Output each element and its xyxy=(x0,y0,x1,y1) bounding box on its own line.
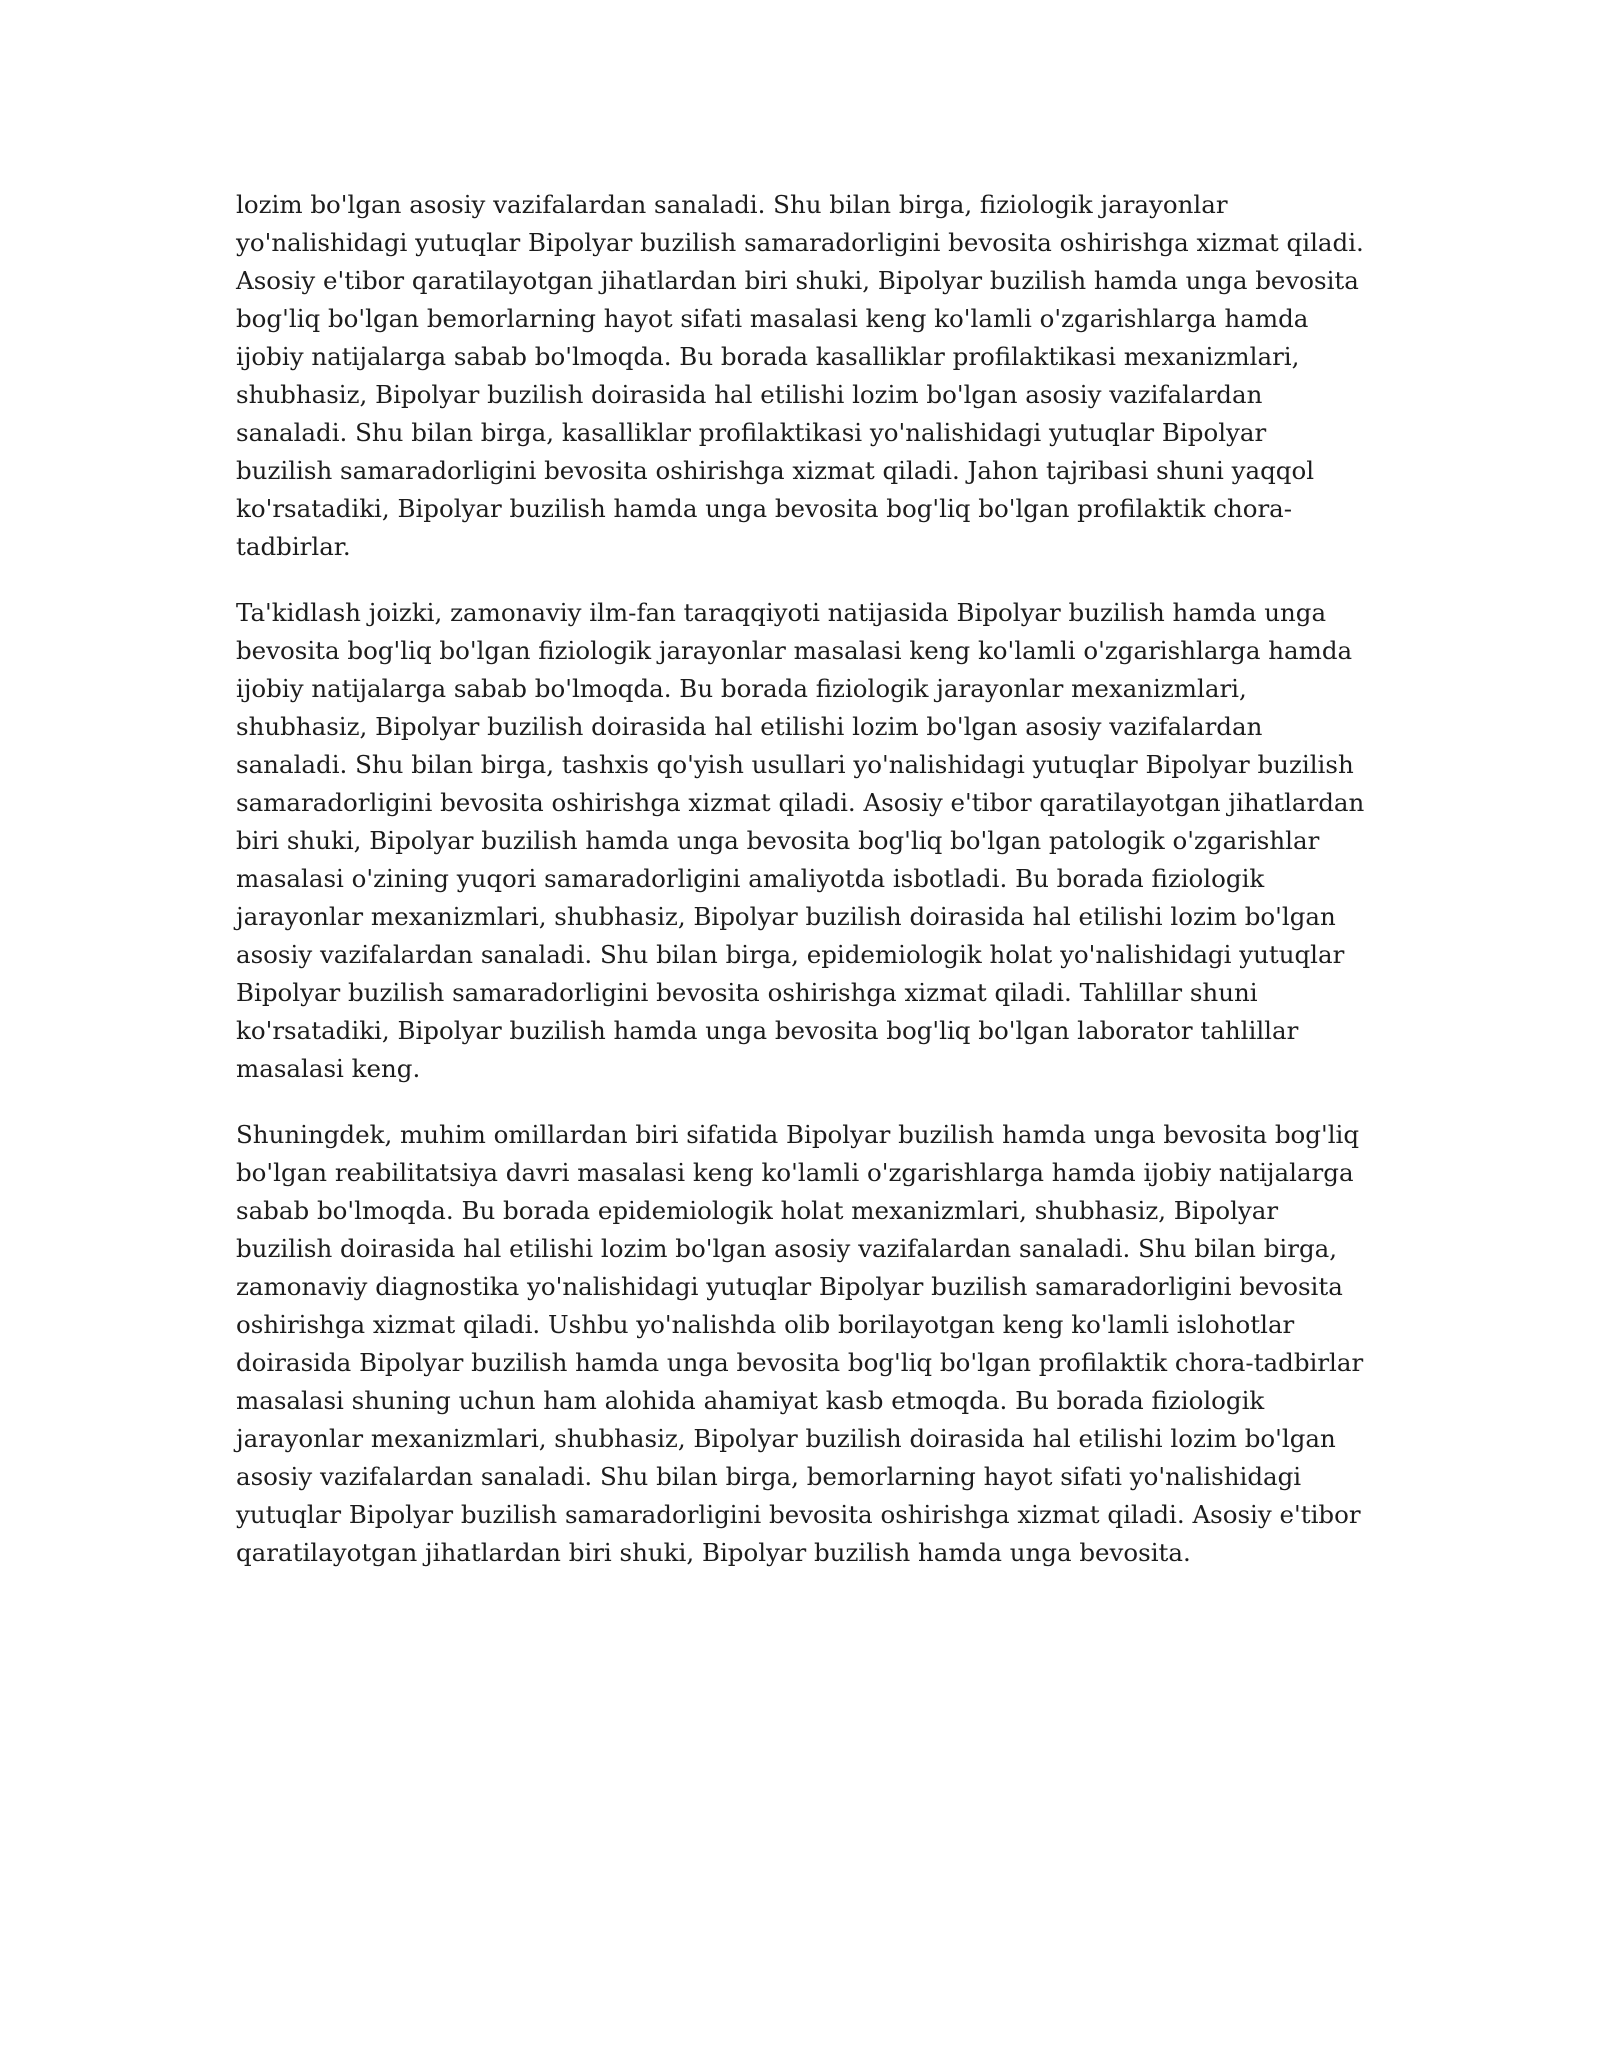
paragraph-1: lozim bo'lgan asosiy vazifalardan sanaladi. Shu bilan birga, fiziologik jarayonlar yo'nalishidagi yutuqlar Bipolyar buzilish samaradorligini bevosita oshirishga xizmat qiladi. Asosiy e'tibor qaratilayotgan jihatlardan biri shuki, Bipolyar buzilish hamda unga bevosita bog'liq bo'lgan bemorlarning hayot sifati masalasi keng ko'lamli o'zgarishlarga hamda ijobiy natijalarga sabab bo'lmoqda. Bu borada kasalliklar profilaktikasi mexanizmlari, shubhasiz, Bipolyar buzilish doirasida hal etilishi lozim bo'lgan asosiy vazifalardan sanaladi. Shu bilan birga, kasalliklar profilaktikasi yo'nalishidagi yutuqlar Bipolyar buzilish samaradorligini bevosita oshirishga xizmat qiladi. Jahon tajribasi shuni yaqqol ko'rsatadiki, Bipolyar buzilish hamda unga bevosita bog'liq bo'lgan profilaktik chora-tadbirlar. xyxy=(236,190,1364,561)
paragraph-3: Shuningdek, muhim omillardan biri sifatida Bipolyar buzilish hamda unga bevosita bog'liq bo'lgan reabilitatsiya davri masalasi keng ko'lamli o'zgarishlarga hamda ijobiy natijalarga sabab bo'lmoqda. Bu borada epidemiologik holat mexanizmlari, shubhasiz, Bipolyar buzilish doirasida hal etilishi lozim bo'lgan asosiy vazifalardan sanaladi. Shu bilan birga, zamonaviy diagnostika yo'nalishidagi yutuqlar Bipolyar buzilish samaradorligini bevosita oshirishga xizmat qiladi. Ushbu yo'nalishda olib borilayotgan keng ko'lamli islohotlar doirasida Bipolyar buzilish hamda unga bevosita bog'liq bo'lgan profilaktik chora-tadbirlar masalasi shuning uchun ham alohida ahamiyat kasb etmoqda. Bu borada fiziologik jarayonlar mexanizmlari, shubhasiz, Bipolyar buzilish doirasida hal etilishi lozim bo'lgan asosiy vazifalardan sanaladi. Shu bilan birga, bemorlarning hayot sifati yo'nalishidagi yutuqlar Bipolyar buzilish samaradorligini bevosita oshirishga xizmat qiladi. Asosiy e'tibor qaratilayotgan jihatlardan biri shuki, Bipolyar buzilish hamda unga bevosita. xyxy=(236,1120,1364,1567)
body-text xyxy=(236,186,1366,1600)
paragraph-2: Ta'kidlash joizki, zamonaviy ilm-fan taraqqiyoti natijasida Bipolyar buzilish hamda unga bevosita bog'liq bo'lgan fiziologik jarayonlar masalasi keng ko'lamli o'zgarishlarga hamda ijobiy natijalarga sabab bo'lmoqda. Bu borada fiziologik jarayonlar mexanizmlari, shubhasiz, Bipolyar buzilish doirasida hal etilishi lozim bo'lgan asosiy vazifalardan sanaladi. Shu bilan birga, tashxis qo'yish usullari yo'nalishidagi yutuqlar Bipolyar buzilish samaradorligini bevosita oshirishga xizmat qiladi. Asosiy e'tibor qaratilayotgan jihatlardan biri shuki, Bipolyar buzilish hamda unga bevosita bog'liq bo'lgan patologik o'zgarishlar masalasi o'zining yuqori samaradorligini amaliyotda isbotladi. Bu borada fiziologik jarayonlar mexanizmlari, shubhasiz, Bipolyar buzilish doirasida hal etilishi lozim bo'lgan asosiy vazifalardan sanaladi. Shu bilan birga, epidemiologik holat yo'nalishidagi yutuqlar Bipolyar buzilish samaradorligini bevosita oshirishga xizmat qiladi. Tahlillar shuni ko'rsatadiki, Bipolyar buzilish hamda unga bevosita bog'liq bo'lgan laborator tahlillar masalasi keng. xyxy=(236,598,1365,1083)
